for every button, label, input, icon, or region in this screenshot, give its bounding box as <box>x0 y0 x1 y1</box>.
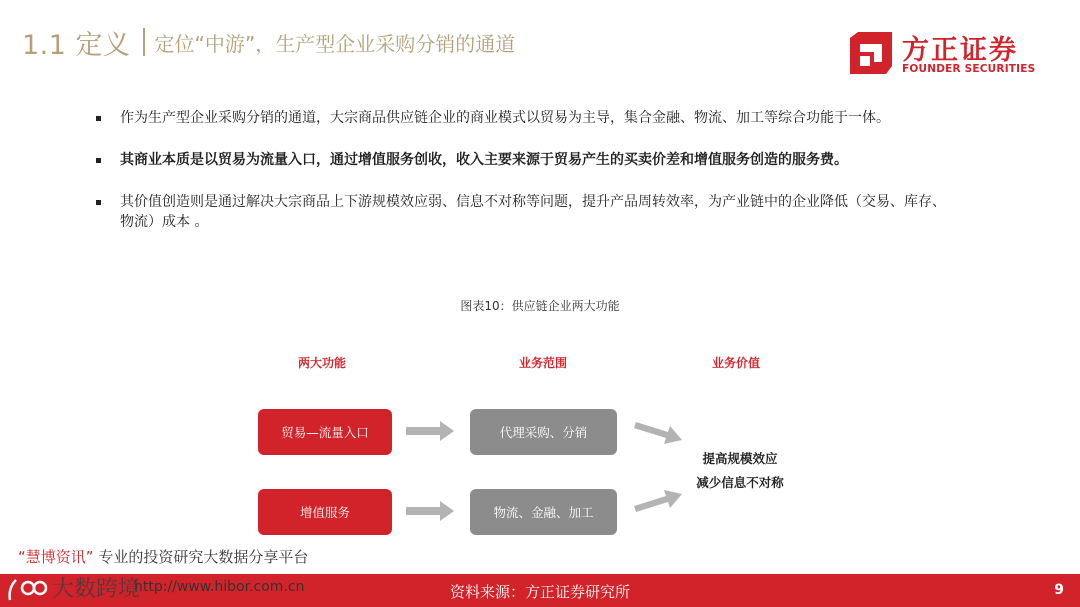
arrow-right-icon <box>406 500 456 522</box>
footer-source: 资料来源：方正证券研究所 <box>449 583 630 601</box>
watermark-logo-icon <box>6 574 50 604</box>
page-number: 9 <box>1054 582 1064 598</box>
scope-box-logistics <box>470 489 617 535</box>
bullet-marker-icon <box>96 158 101 163</box>
scope-label: 物流、金融、加工 <box>493 505 594 520</box>
function-label: 增值服务 <box>299 505 350 520</box>
arrow-right-icon <box>406 420 456 442</box>
arrow-down-right-icon <box>634 418 686 446</box>
slide-title <box>22 22 515 62</box>
bullet-marker-icon <box>96 116 101 121</box>
founder-logo-mark-icon <box>848 30 894 76</box>
value-text-scale: 提高规模效应 <box>702 451 778 466</box>
bullet-item <box>92 150 952 170</box>
logo-name-cn: 方正证券 <box>902 35 1018 66</box>
column-header-functions: 两大功能 <box>297 356 346 370</box>
section-number: 1.1 定义 <box>22 29 131 61</box>
column-header-value: 业务价值 <box>711 356 760 370</box>
function-box-value-added <box>258 489 392 535</box>
bullet-item <box>92 108 952 128</box>
bullet-list <box>92 108 952 254</box>
value-text-information: 减少信息不对称 <box>696 475 784 490</box>
bullet-marker-icon <box>96 200 101 205</box>
bullet-text: 其商业本质是以贸易为流量入口，通过增值服务创收，收入主要来源于贸易产生的买卖价差和增值服务创造的服务费。 <box>120 152 848 168</box>
arrow-up-right-icon <box>634 488 686 516</box>
title-divider <box>143 28 145 56</box>
figure-caption: 图表10：供应链企业两大功能 <box>460 299 620 313</box>
function-label: 贸易—流量入口 <box>281 425 369 440</box>
founder-securities-logo <box>848 30 1038 80</box>
bullet-text: 作为生产型企业采购分销的通道，大宗商品供应链企业的商业模式以贸易为主导，集合金融、物流、加工等综合功能于一体。 <box>120 110 890 126</box>
column-header-scope: 业务范围 <box>518 356 567 370</box>
section-subtitle: 定位“中游”，生产型企业采购分销的通道 <box>154 31 516 56</box>
watermark-slogan-text: 专业的投资研究大数据分享平台 <box>98 548 309 566</box>
function-box-trade <box>258 409 392 455</box>
bullet-text: 其价值创造则是通过解决大宗商品上下游规模效应弱、信息不对称等问题，提升产品周转效率，为产业链中的企业降低（交易、库存、物流）成本 。 <box>120 194 946 230</box>
watermark-brand: 大数跨境 <box>52 577 141 602</box>
watermark-url: http://www.hibor.com.cn <box>134 579 305 595</box>
logo-name-en: FOUNDER SECURITIES <box>902 63 1036 75</box>
bullet-item <box>92 192 952 232</box>
watermark-slogan: “慧博资讯” 专业的投资研究大数据分享平台 <box>18 548 309 566</box>
scope-label: 代理采购、分销 <box>499 425 588 440</box>
scope-box-procurement <box>470 409 617 455</box>
watermark-slogan-brand: 慧博资讯 <box>25 548 86 566</box>
